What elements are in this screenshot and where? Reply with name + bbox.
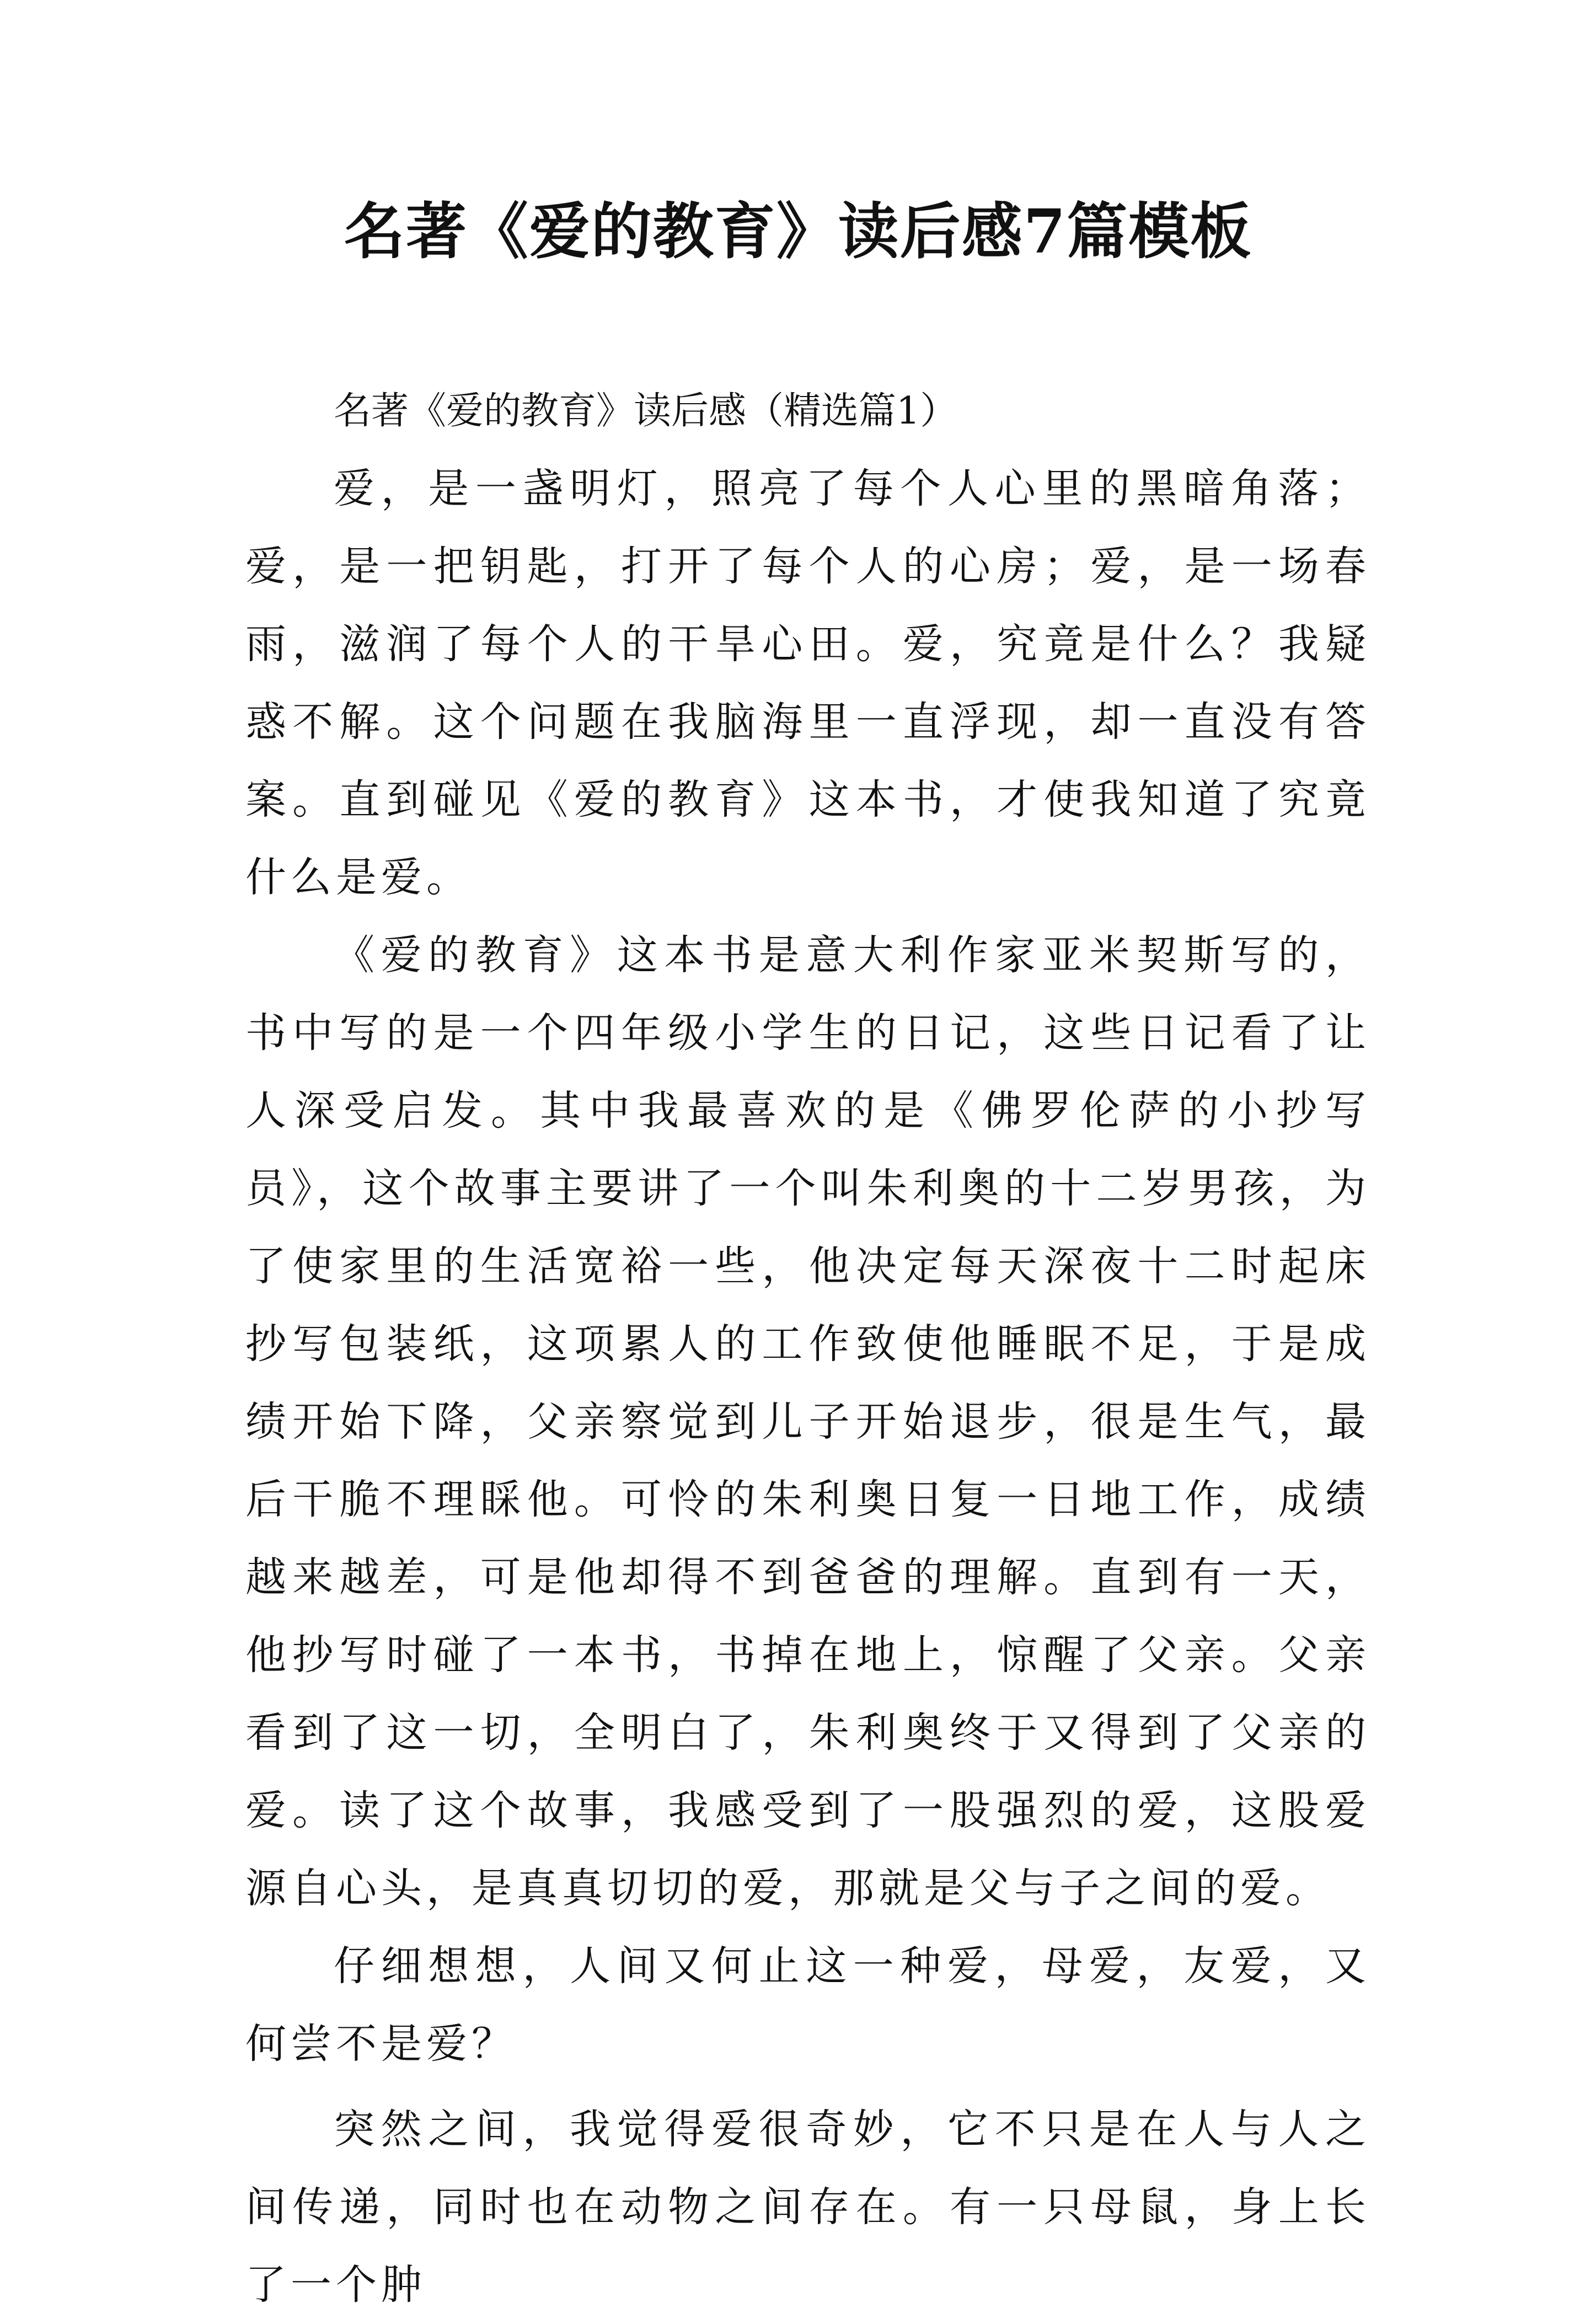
paragraph-1: 爱，是一盏明灯，照亮了每个人心里的黑暗角落；爱，是一把钥匙，打开了每个人的心房；爱，是一场春雨，滋润了每个人的干旱心田。爱，究竟是什么？我疑惑不解。这个问题在我脑海里一直浮现，却一直没有答案。直到碰见《爱的教育》这本书，才使我知道了究竟什么是爱。 — [245, 465, 1370, 901]
paragraph-2: 《爱的教育》这本书是意大利作家亚米契斯写的，书中写的是一个四年级小学生的日记，这些日记看了让人深受启发。其中我最喜欢的是《佛罗伦萨的小抄写员》，这个故事主要讲了一个叫朱利奥的十二岁男孩，为了使家里的生活宽裕一些，他决定每天深夜十二时起床抄写包装纸，这项累人的工作致使他睡眠不足，于是成绩开始下降，父亲察觉到儿子开始退步，很是生气，最后干脆不理睬他。可怜的朱利奥日复一日地工作，成绩越来越差，可是他却得不到爸爸的理解。直到有一天，他抄写时碰了一本书，书掉在地上，惊醒了父亲。父亲看到了这一切，全明白了，朱利奥终于又得到了父亲的爱。读了这个故事，我感受到了一股强烈的爱，这股爱源自心头，是真真切切的爱，那就是父与子之间的爱。 — [245, 931, 1370, 1912]
paragraph-4: 突然之间，我觉得爱很奇妙，它不只是在人与人之间传递，同时也在动物之间存在。有一只母鼠，身上长了一个肿 — [245, 2106, 1370, 2309]
document-body — [245, 372, 1370, 2324]
document-title: 名著《爱的教育》读后感7篇模板 — [344, 196, 1252, 267]
section-heading: 名著《爱的教育》读后感（精选篇1） — [334, 389, 958, 433]
paragraph-3: 仔细想想，人间又何止这一种爱，母爱，友爱，又何尝不是爱？ — [245, 1942, 1370, 2068]
